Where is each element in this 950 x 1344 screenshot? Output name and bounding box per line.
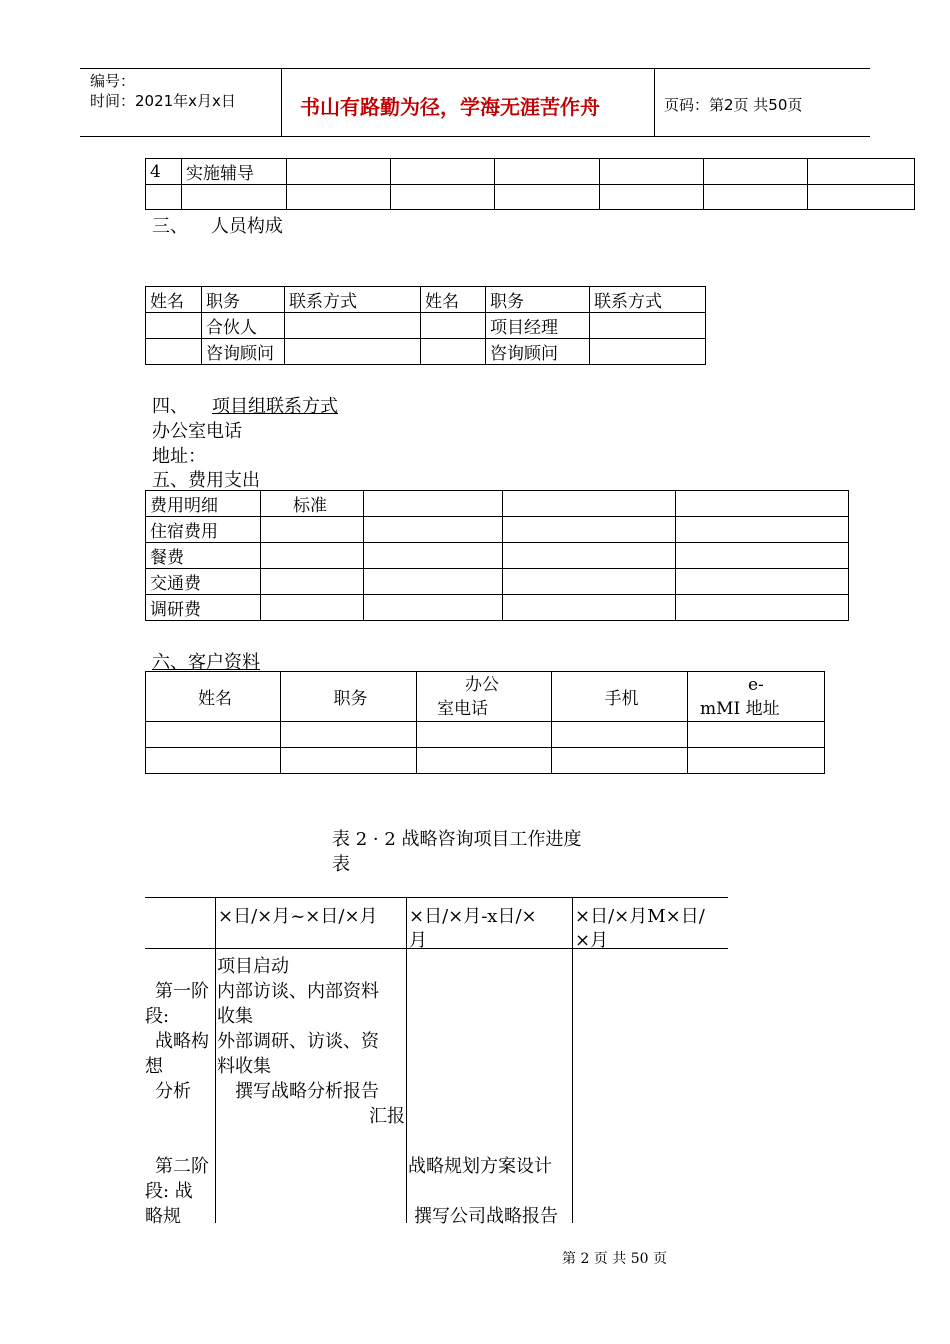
table-cell	[676, 543, 849, 569]
phase-2-label-line: 第二阶	[155, 1156, 209, 1177]
table-cell	[364, 595, 503, 621]
table-cell	[285, 339, 421, 365]
schedule-header-rule	[145, 948, 728, 949]
column-header: 联系方式	[590, 287, 706, 313]
table-header-row	[146, 672, 825, 722]
table-cell	[676, 517, 849, 543]
table-cell	[146, 722, 281, 748]
table-cell	[590, 339, 706, 365]
phase-1-label-line: 第一阶	[155, 981, 209, 1002]
table-cell	[688, 748, 825, 774]
table-row	[146, 722, 825, 748]
header-bottom-rule	[80, 136, 870, 137]
table-cell: 4	[146, 159, 182, 185]
column-header: 姓名	[146, 287, 202, 313]
table-cell	[421, 339, 486, 365]
staff-table	[145, 286, 706, 365]
table-cell	[182, 185, 287, 210]
phase-2-label-line: 略规	[145, 1206, 181, 1227]
section-4-title: 项目组联系方式	[212, 396, 338, 417]
column-header: 联系方式	[285, 287, 421, 313]
table-cell	[281, 722, 417, 748]
header-time-label: 时间：2021年x月x日	[90, 92, 236, 110]
table-cell: 交通费	[146, 569, 261, 595]
phase-1-label-line: 战略构	[155, 1031, 209, 1052]
table-cell	[146, 339, 202, 365]
table-cell	[261, 595, 364, 621]
column-header-line: mMI 地址	[700, 698, 780, 719]
table-header-row	[146, 491, 849, 517]
table-row	[146, 517, 849, 543]
table-cell	[503, 595, 676, 621]
phase-1-task: 内部访谈、内部资料	[217, 981, 379, 1002]
column-header-line: 办公	[465, 674, 499, 695]
table-cell	[261, 569, 364, 595]
column-header	[364, 491, 503, 517]
table-cell	[688, 722, 825, 748]
schedule-col-header-1: ×日/×月~×日/×月	[218, 906, 378, 927]
cost-table	[145, 490, 849, 621]
column-header	[417, 672, 552, 722]
implementation-table	[145, 158, 915, 210]
phase-1-task: 料收集	[217, 1056, 271, 1077]
table-cell	[391, 185, 495, 210]
table-cell	[146, 748, 281, 774]
header-number-label: 编号：	[90, 72, 136, 90]
schedule-col-divider-2	[406, 897, 407, 1223]
phase-2-task: 战略规划方案设计	[408, 1156, 552, 1177]
page-footer: 第 2 页 共 50 页	[562, 1251, 667, 1267]
section-5-title: 五、费用支出	[152, 470, 260, 491]
phase-1-task: 外部调研、访谈、资	[217, 1031, 379, 1052]
header-divider-2	[654, 68, 655, 136]
table-cell	[552, 722, 688, 748]
address-label: 地址：	[152, 446, 206, 467]
table-row	[146, 159, 915, 185]
table-row	[146, 339, 706, 365]
table-cell: 实施辅导	[182, 159, 287, 185]
column-header	[676, 491, 849, 517]
phase-1-task: 撰写战略分析报告	[235, 1081, 379, 1102]
schedule-col-header-3-line-2: ×月	[575, 930, 609, 951]
table-row	[146, 595, 849, 621]
schedule-col-header-3-line-1: ×日/×月M×日/	[575, 906, 705, 927]
table-cell	[285, 313, 421, 339]
table-cell	[281, 748, 417, 774]
table-cell	[417, 722, 552, 748]
table-cell	[808, 159, 915, 185]
table-cell	[421, 313, 486, 339]
table-cell	[287, 159, 391, 185]
table-cell	[676, 569, 849, 595]
schedule-col-header-2-line-1: ×日/×月-x日/×	[409, 906, 537, 927]
table-cell	[503, 569, 676, 595]
phase-1-label-line: 段:	[145, 1006, 170, 1027]
table-cell: 调研费	[146, 595, 261, 621]
schedule-caption-line-1: 表 2 · 2 战略咨询项目工作进度	[332, 829, 582, 850]
phase-1-label-line: 想	[145, 1056, 163, 1077]
table-cell	[391, 159, 495, 185]
table-cell	[503, 543, 676, 569]
table-cell	[364, 543, 503, 569]
table-cell	[600, 185, 704, 210]
column-header: 姓名	[146, 672, 281, 722]
table-cell	[261, 517, 364, 543]
table-cell: 住宿费用	[146, 517, 261, 543]
section-4-prefix: 四、	[152, 396, 188, 417]
table-cell	[600, 159, 704, 185]
phase-2-task: 撰写公司战略报告	[414, 1206, 558, 1227]
table-cell: 合伙人	[202, 313, 285, 339]
table-cell	[552, 748, 688, 774]
table-cell	[287, 185, 391, 210]
table-cell	[590, 313, 706, 339]
phase-2-label-line: 段: 战	[145, 1181, 193, 1202]
column-header: 职务	[202, 287, 285, 313]
schedule-col-divider-3	[572, 897, 573, 1223]
table-cell: 项目经理	[486, 313, 590, 339]
table-cell: 咨询顾问	[202, 339, 285, 365]
column-header: 手机	[552, 672, 688, 722]
table-cell: 咨询顾问	[486, 339, 590, 365]
section-3-title: 三、 人员构成	[152, 216, 283, 237]
section-6-title: 六、客户资料	[152, 652, 260, 673]
table-cell	[503, 517, 676, 543]
table-cell	[146, 313, 202, 339]
column-header: 职务	[486, 287, 590, 313]
table-cell	[704, 185, 808, 210]
column-header-line: 室电话	[437, 698, 488, 719]
table-cell	[417, 748, 552, 774]
client-table	[145, 671, 825, 774]
table-cell	[676, 595, 849, 621]
table-cell	[364, 517, 503, 543]
phase-1-task: 收集	[217, 1006, 253, 1027]
schedule-col-header-2-line-2: 月	[409, 930, 427, 951]
header-page-label: 页码：第2页 共50页	[664, 96, 803, 114]
table-cell: 餐费	[146, 543, 261, 569]
schedule-caption-line-2: 表	[332, 854, 350, 875]
header-divider-1	[281, 68, 282, 136]
column-header-line: e-	[748, 674, 764, 695]
column-header: 费用明细	[146, 491, 261, 517]
table-row	[146, 748, 825, 774]
table-cell	[495, 185, 600, 210]
table-header-row	[146, 287, 706, 313]
table-row	[146, 313, 706, 339]
header-motto: 书山有路勤为径，学海无涯苦作舟	[300, 95, 600, 119]
office-phone-label: 办公室电话	[152, 421, 242, 442]
phase-1-label-line: 分析	[155, 1081, 191, 1102]
table-cell	[495, 159, 600, 185]
column-header	[503, 491, 676, 517]
header-top-rule	[80, 68, 870, 69]
table-cell	[146, 185, 182, 210]
table-row	[146, 569, 849, 595]
column-header: 标准	[261, 491, 364, 517]
column-header: 姓名	[421, 287, 486, 313]
schedule-col-divider-1	[215, 897, 216, 1223]
table-row	[146, 185, 915, 210]
table-cell	[704, 159, 808, 185]
table-cell	[808, 185, 915, 210]
table-cell	[261, 543, 364, 569]
column-header: 职务	[281, 672, 417, 722]
phase-1-task: 汇报	[369, 1106, 405, 1127]
table-row	[146, 543, 849, 569]
table-cell	[364, 569, 503, 595]
column-header	[688, 672, 825, 722]
schedule-top-rule	[145, 897, 728, 898]
phase-1-task: 项目启动	[217, 956, 289, 977]
